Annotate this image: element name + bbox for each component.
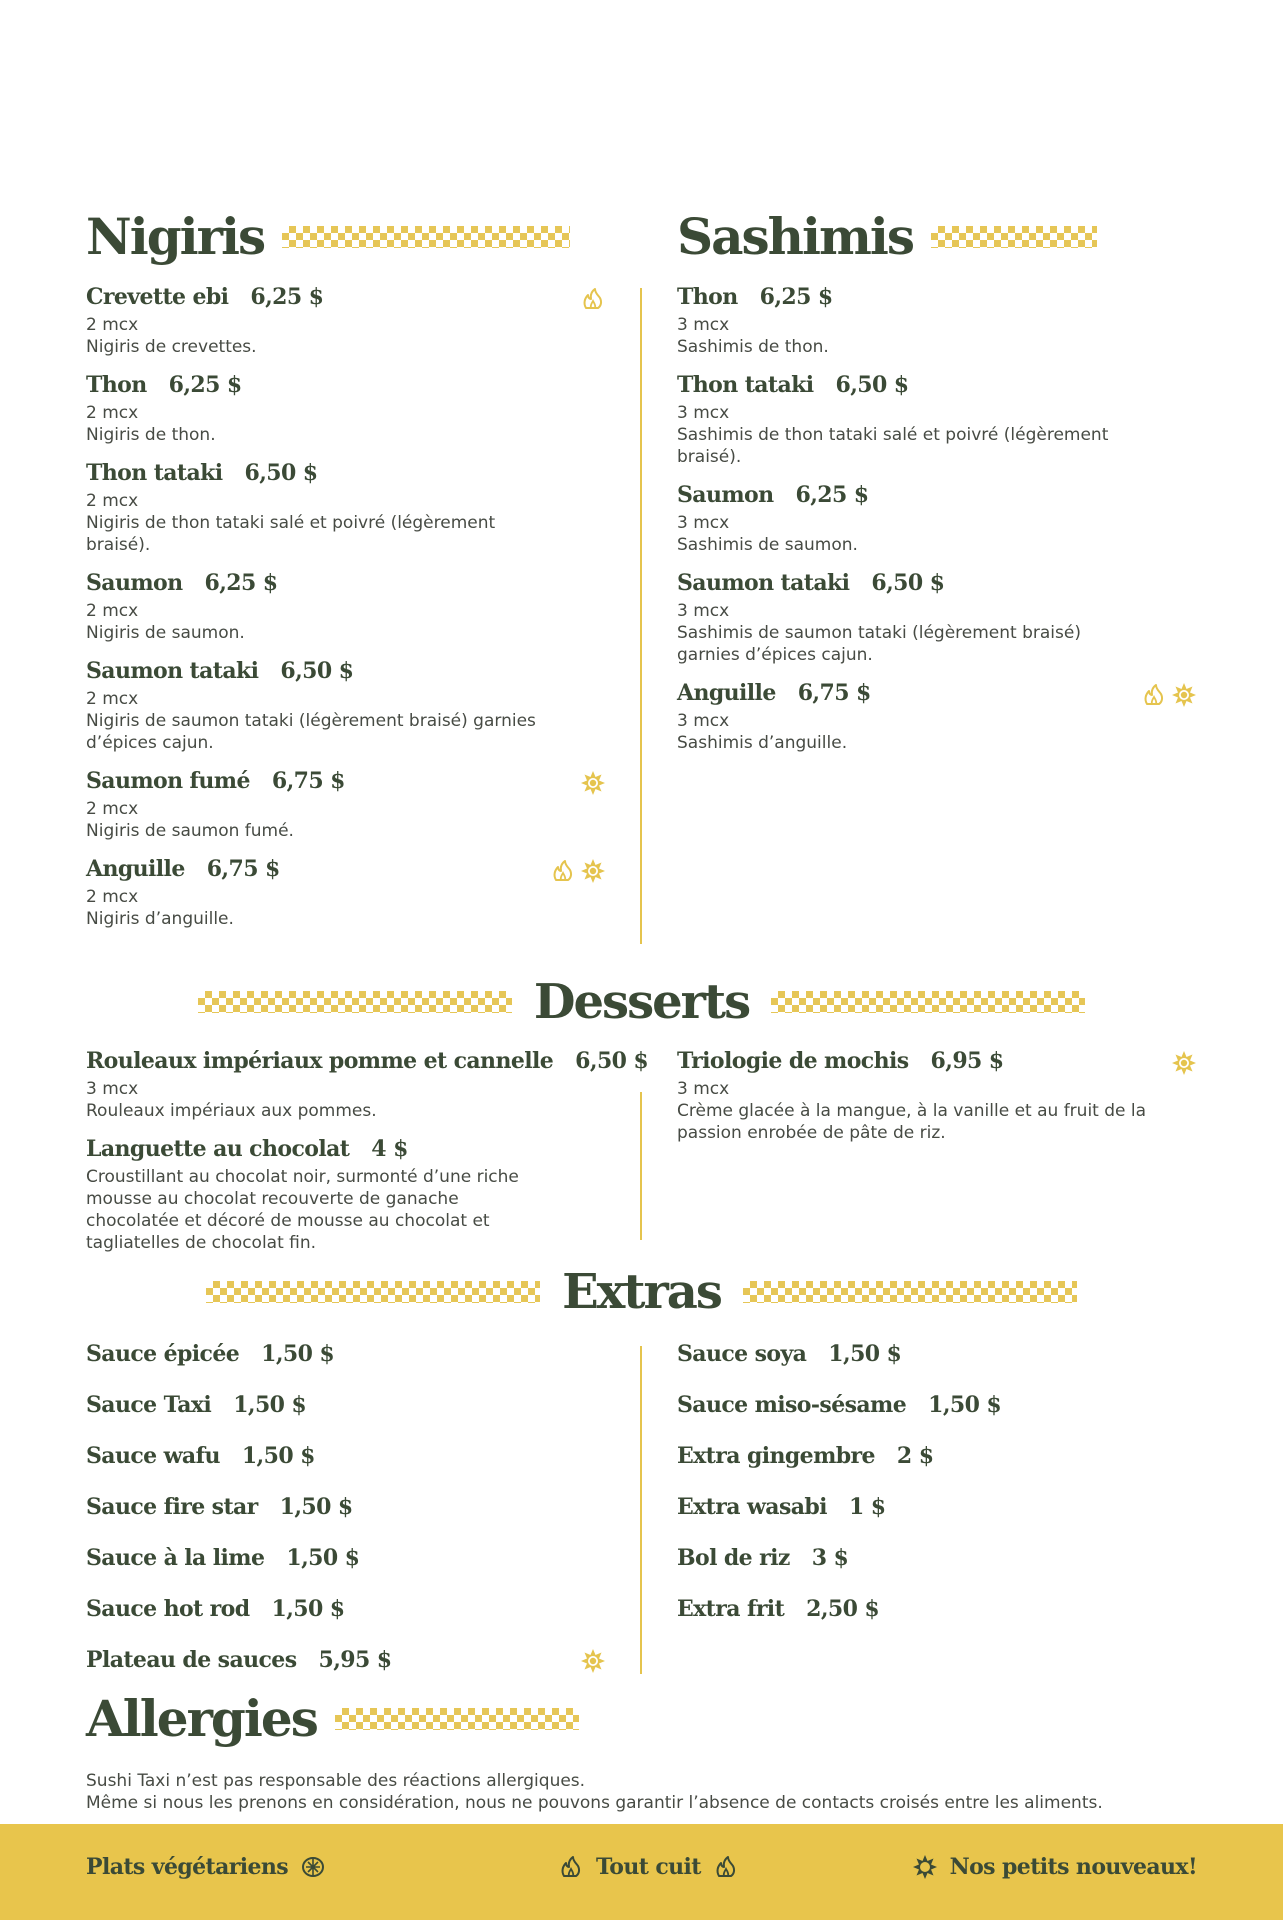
- menu-item-heading: [677, 676, 1197, 710]
- menu-item-name: Triologie de mochis: [677, 1048, 909, 1074]
- menu-item: [677, 368, 1197, 468]
- cooked-icon: [580, 286, 606, 312]
- legend-cooked-label: Tout cuit: [596, 1854, 701, 1880]
- sashimis-header: [677, 207, 1097, 266]
- desserts-header: [0, 974, 1283, 1030]
- menu-item-name: Thon tataki: [677, 372, 814, 398]
- menu-item-name: Crevette ebi: [86, 284, 229, 310]
- menu-item-description: Nigiris de crevettes.: [86, 337, 257, 357]
- menu-item-name: Anguille: [86, 856, 185, 882]
- menu-item-description: Croustillant au chocolat noir, surmonté d’une riche mousse au chocolat recouverte de ganache chocolatée et décoré de mousse au chocolat et tagliatelles de chocolat fin.: [86, 1167, 519, 1253]
- menu-item-price: 6,75 $: [206, 856, 280, 882]
- menu-item-name: Sauce à la lime: [86, 1545, 265, 1571]
- menu-item: [86, 1132, 606, 1254]
- menu-item-heading: [677, 1336, 1197, 1372]
- menu-item-name: Anguille: [677, 680, 776, 706]
- menu-item: [677, 1591, 1197, 1642]
- legend-new-label: Nos petits nouveaux!: [949, 1854, 1197, 1880]
- menu-item: [86, 456, 606, 556]
- menu-item: [677, 478, 1197, 556]
- allergies-title: Allergies: [86, 1689, 317, 1748]
- desserts-title: Desserts: [533, 974, 750, 1030]
- menu-item-price: 1,50 $: [828, 1341, 902, 1367]
- menu-item: [86, 1540, 606, 1591]
- menu-item-name: Bol de riz: [677, 1545, 790, 1571]
- menu-item-heading: [86, 852, 606, 886]
- menu-item-name: Plateau de sauces: [86, 1647, 297, 1673]
- menu-item-heading: [677, 478, 1197, 512]
- menu-item-heading: [677, 1489, 1197, 1525]
- menu-item-description: Nigiris de saumon fumé.: [86, 821, 294, 841]
- menu-item-description: Sashimis de thon.: [677, 337, 829, 357]
- menu-item-heading: [86, 1132, 606, 1166]
- checker-decoration: [771, 991, 1085, 1013]
- menu-item-quantity: 3 mcx: [677, 601, 730, 621]
- checker-decoration: [282, 226, 570, 248]
- menu-item-description: Nigiris de saumon tataki (légèrement braisé) garnies d’épices cajun.: [86, 711, 536, 753]
- menu-item-name: Thon tataki: [86, 460, 223, 486]
- menu-item: [86, 654, 606, 754]
- menu-item-icons: [580, 1648, 606, 1674]
- menu-item-quantity: 3 mcx: [677, 711, 730, 731]
- menu-item-name: Sauce épicée: [86, 1341, 240, 1367]
- menu-item-price: 1,50 $: [233, 1392, 307, 1418]
- menu-item-heading: [677, 1044, 1197, 1078]
- legend-cooked: [558, 1854, 739, 1880]
- cooked-icon: [713, 1854, 739, 1880]
- menu-item-heading: [86, 1489, 606, 1525]
- menu-item-quantity: 3 mcx: [677, 1079, 730, 1099]
- menu-item-price: 6,25 $: [168, 372, 242, 398]
- checker-decoration: [198, 991, 512, 1013]
- allergies-header: [86, 1689, 579, 1748]
- cooked-icon: [1141, 682, 1167, 708]
- menu-item: [677, 1438, 1197, 1489]
- menu-item-quantity: 2 mcx: [86, 315, 139, 335]
- checker-decoration: [931, 226, 1097, 248]
- new-icon: [912, 1854, 938, 1880]
- menu-item-description: Sashimis d’anguille.: [677, 733, 848, 753]
- menu-item-price: 1,50 $: [261, 1341, 335, 1367]
- legend-vegetarian-label: Plats végétariens: [86, 1854, 289, 1880]
- menu-item-price: 6,50 $: [244, 460, 318, 486]
- menu-item: [86, 1591, 606, 1642]
- menu-item-description: Nigiris de thon tataki salé et poivré (légèrement braisé).: [86, 513, 496, 555]
- menu-item-name: Saumon: [86, 570, 183, 596]
- menu-item-name: Extra frit: [677, 1596, 785, 1622]
- nigiris-header: [86, 207, 570, 266]
- menu-item: [86, 1438, 606, 1489]
- menu-item-name: Sauce Taxi: [86, 1392, 212, 1418]
- menu-item-icons: [580, 286, 606, 312]
- menu-item-heading: [86, 1642, 606, 1678]
- menu-item-heading: [86, 1387, 606, 1423]
- menu-item-name: Sauce hot rod: [86, 1596, 250, 1622]
- menu-item-name: Saumon fumé: [86, 768, 250, 794]
- menu-item-description: Nigiris d’anguille.: [86, 909, 234, 929]
- menu-item-name: Saumon tataki: [86, 658, 259, 684]
- menu-item-name: Saumon: [677, 482, 774, 508]
- extras-header: [0, 1264, 1283, 1320]
- menu-item-price: 2 $: [896, 1443, 934, 1469]
- menu-item: [86, 764, 606, 842]
- menu-item: [86, 852, 606, 930]
- menu-item: [86, 280, 606, 358]
- menu-item-quantity: 2 mcx: [86, 799, 139, 819]
- menu-item-price: 6,50 $: [835, 372, 909, 398]
- menu-item-name: Sauce soya: [677, 1341, 807, 1367]
- extras-title: Extras: [562, 1264, 721, 1320]
- menu-item-price: 6,25 $: [759, 284, 833, 310]
- menu-item-name: Saumon tataki: [677, 570, 850, 596]
- menu-item-price: 3 $: [811, 1545, 849, 1571]
- menu-item-description: Sashimis de saumon tataki (légèrement braisé) garnies d’épices cajun.: [677, 623, 1081, 665]
- menu-item-heading: [86, 456, 606, 490]
- menu-item-heading: [86, 566, 606, 600]
- new-icon: [1171, 682, 1197, 708]
- menu-item-heading: [677, 1540, 1197, 1576]
- menu-item-price: 1,50 $: [279, 1494, 353, 1520]
- menu-item-heading: [86, 1044, 649, 1078]
- menu-item-price: 4 $: [371, 1136, 408, 1162]
- menu-item-name: Thon: [86, 372, 147, 398]
- menu-item-price: 5,95 $: [318, 1647, 392, 1673]
- menu-item-heading: [86, 1336, 606, 1372]
- new-icon: [580, 858, 606, 884]
- menu-item-heading: [86, 764, 606, 798]
- menu-item-price: 6,25 $: [204, 570, 278, 596]
- menu-item: [677, 280, 1197, 358]
- extras-right-list: [677, 1336, 1197, 1642]
- menu-item-quantity: 3 mcx: [677, 513, 730, 533]
- legend-vegetarian: [86, 1854, 326, 1880]
- menu-item-name: Sauce miso-sésame: [677, 1392, 907, 1418]
- desserts-left-list: [86, 1044, 649, 1264]
- menu-item-quantity: 3 mcx: [677, 403, 730, 423]
- menu-item: [677, 1336, 1197, 1387]
- menu-item-icons: [1171, 1050, 1197, 1076]
- checker-decoration: [206, 1281, 540, 1303]
- menu-item-price: 1,50 $: [928, 1392, 1002, 1418]
- menu-item-heading: [677, 1387, 1197, 1423]
- menu-item-name: Sauce wafu: [86, 1443, 220, 1469]
- menu-item-price: 1 $: [848, 1494, 886, 1520]
- menu-item: [86, 566, 606, 644]
- menu-item-quantity: 3 mcx: [677, 315, 730, 335]
- extras-left-list: [86, 1336, 606, 1693]
- allergy-line: Même si nous les prenons en considération, nous ne pouvons garantir l’absence de contacts croisés entre les aliments.: [86, 1793, 1103, 1813]
- menu-item: [677, 1387, 1197, 1438]
- menu-item-price: 6,95 $: [930, 1048, 1004, 1074]
- menu-item-description: Nigiris de thon.: [86, 425, 216, 445]
- menu-item: [86, 1387, 606, 1438]
- menu-item-name: Sauce fire star: [86, 1494, 258, 1520]
- menu-item-icons: [580, 770, 606, 796]
- menu-item: [86, 1489, 606, 1540]
- menu-item: [677, 1489, 1197, 1540]
- menu-item-price: 6,25 $: [250, 284, 324, 310]
- legend-new: [912, 1854, 1197, 1880]
- menu-item-description: Nigiris de saumon.: [86, 623, 245, 643]
- menu-item-heading: [86, 368, 606, 402]
- menu-item-quantity: 2 mcx: [86, 601, 139, 621]
- menu-item-heading: [86, 654, 606, 688]
- nigiris-title: Nigiris: [86, 207, 265, 266]
- nigiris-list: [86, 280, 606, 940]
- menu-item-price: 6,75 $: [797, 680, 871, 706]
- menu-item-icons: [550, 858, 606, 884]
- menu-item-heading: [677, 368, 1197, 402]
- new-icon: [580, 1648, 606, 1674]
- new-icon: [580, 770, 606, 796]
- menu-item-price: 1,50 $: [286, 1545, 360, 1571]
- menu-item-name: Extra wasabi: [677, 1494, 827, 1520]
- sashimis-title: Sashimis: [677, 207, 914, 266]
- sashimis-list: [677, 280, 1197, 764]
- menu-item-heading: [86, 280, 606, 314]
- menu-item-description: Sashimis de saumon.: [677, 535, 858, 555]
- menu-item-quantity: 3 mcx: [86, 1079, 139, 1099]
- menu-item-description: Sashimis de thon tataki salé et poivré (légèrement braisé).: [677, 425, 1109, 467]
- menu-item-heading: [677, 1438, 1197, 1474]
- menu-item-quantity: 2 mcx: [86, 689, 139, 709]
- vegetarian-icon: [300, 1854, 326, 1880]
- menu-item-price: 2,50 $: [806, 1596, 880, 1622]
- menu-item-name: Thon: [677, 284, 738, 310]
- menu-item-quantity: 2 mcx: [86, 403, 139, 423]
- allergy-line: Sushi Taxi n’est pas responsable des réactions allergiques.: [86, 1771, 586, 1791]
- menu-item-name: Languette au chocolat: [86, 1136, 350, 1162]
- menu-item: [86, 1336, 606, 1387]
- menu-item: [86, 1642, 606, 1693]
- menu-item: [677, 566, 1197, 666]
- menu-item-heading: [86, 1591, 606, 1627]
- menu-item-description: Rouleaux impériaux aux pommes.: [86, 1101, 377, 1121]
- menu-item: [677, 1540, 1197, 1591]
- column-divider: [640, 1092, 642, 1240]
- menu-item-heading: [86, 1438, 606, 1474]
- menu-item-price: 6,50 $: [575, 1048, 649, 1074]
- menu-item: [677, 1044, 1197, 1144]
- menu-item-name: Extra gingembre: [677, 1443, 875, 1469]
- menu-item-quantity: 2 mcx: [86, 887, 139, 907]
- menu-item-icons: [1141, 682, 1197, 708]
- menu-item-quantity: 2 mcx: [86, 491, 139, 511]
- column-divider: [640, 1346, 642, 1674]
- menu-item-heading: [677, 280, 1197, 314]
- menu-item-heading: [677, 566, 1197, 600]
- menu-item-price: 1,50 $: [271, 1596, 345, 1622]
- menu-item: [86, 1044, 649, 1122]
- menu-item: [677, 676, 1197, 754]
- menu-item-price: 6,75 $: [271, 768, 345, 794]
- menu-item-description: Crème glacée à la mangue, à la vanille et au fruit de la passion enrobée de pâte de riz.: [677, 1101, 1147, 1143]
- menu-item-price: 6,50 $: [280, 658, 354, 684]
- menu-item: [86, 368, 606, 446]
- new-icon: [1171, 1050, 1197, 1076]
- allergies-text: [86, 1770, 1206, 1814]
- cooked-icon: [558, 1854, 584, 1880]
- checker-decoration: [743, 1281, 1077, 1303]
- menu-item-price: 6,50 $: [871, 570, 945, 596]
- desserts-right-list: [677, 1044, 1197, 1154]
- menu-item-heading: [677, 1591, 1197, 1627]
- checker-decoration: [335, 1708, 579, 1730]
- column-divider: [640, 288, 642, 944]
- menu-item-heading: [86, 1540, 606, 1576]
- menu-item-name: Rouleaux impériaux pomme et cannelle: [86, 1048, 554, 1074]
- cooked-icon: [550, 858, 576, 884]
- menu-item-price: 6,25 $: [795, 482, 869, 508]
- menu-item-price: 1,50 $: [241, 1443, 315, 1469]
- legend-footer: [0, 1824, 1283, 1920]
